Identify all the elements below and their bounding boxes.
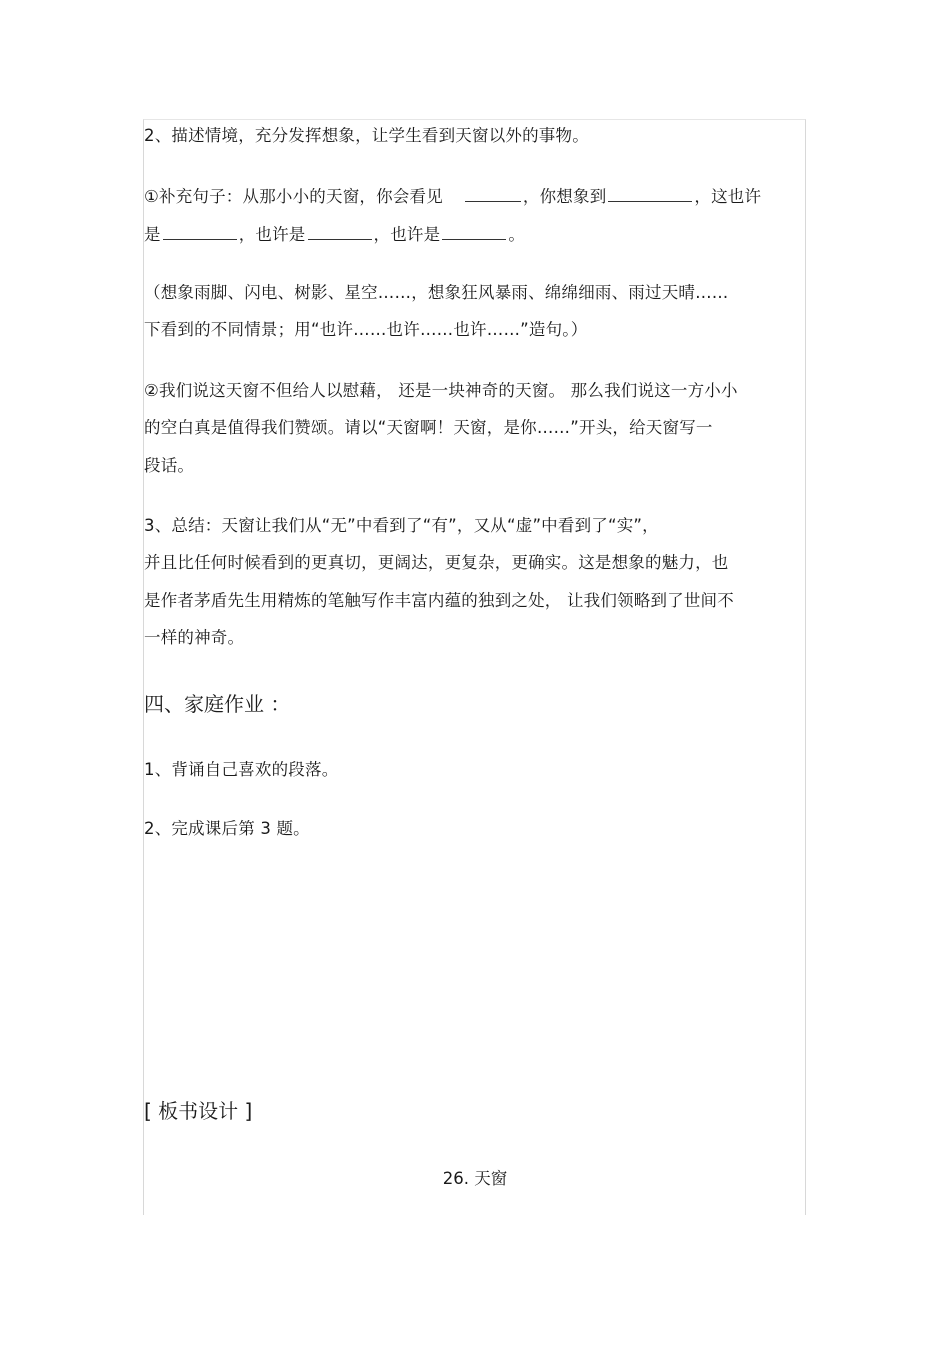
summary-line-3: 是作者茅盾先生用精炼的笔触写作丰富内蕴的独到之处， 让我们领略到了世间不 [144, 591, 734, 610]
summary-line-4: 一样的神奇。 [144, 628, 245, 647]
homework-heading: 四、家庭作业 ： [144, 692, 291, 716]
fill-text-maybe-3: ，也许是 [373, 225, 441, 244]
blank-maybe-3[interactable] [442, 223, 506, 240]
blank-maybe-2[interactable] [308, 223, 372, 240]
paragraph-2-line-1: ②我们说这天窗不但给人以慰藉， 还是一块神奇的天窗。 那么我们说这一方小小 [144, 381, 738, 400]
fill-text-is: 是 [144, 225, 161, 244]
homework-item-1: 1、背诵自己喜欢的段落。 [144, 760, 339, 779]
section-2-title: 2、描述情境，充分发挥想象，让学生看到天窗以外的事物。 [144, 126, 589, 145]
fill-in-sentence-line-1 [144, 185, 761, 208]
blank-imagine[interactable] [608, 185, 692, 202]
hint-line-1: （想象雨脚、闪电、树影、星空……，想象狂风暴雨、绵绵细雨、雨过天晴…… [144, 283, 729, 302]
hint-line-2: 下看到的不同情景；用“也许……也许……也许……”造句。） [144, 320, 588, 339]
paragraph-2-line-2: 的空白真是值得我们赞颂。请以“天窗啊！天窗，是你……”开头，给天窗写一 [144, 418, 713, 437]
blank-maybe-1[interactable] [163, 223, 237, 240]
board-design-heading: [ 板书设计 ] [144, 1099, 253, 1123]
fill-prompt-text: ①补充句子：从那小小的天窗，你会看见 [144, 187, 443, 206]
fill-text-maybe: ，这也许 [694, 187, 762, 206]
fill-in-sentence-line-2 [144, 223, 525, 246]
blank-see[interactable] [465, 185, 521, 202]
paragraph-2-line-3: 段话。 [144, 456, 195, 475]
summary-line-2: 并且比任何时候看到的更真切，更阔达，更复杂，更确实。这是想象的魅力，也 [144, 553, 729, 572]
summary-line-1: 3、总结：天窗让我们从“无”中看到了“有”，又从“虚”中看到了“实”， [144, 516, 659, 535]
homework-item-2: 2、完成课后第 3 题。 [144, 819, 310, 838]
fill-text-maybe-2: ，也许是 [238, 225, 306, 244]
fill-text-imagine: ，你想象到 [522, 187, 607, 206]
fill-text-end: 。 [508, 225, 526, 244]
lesson-title: 26. 天窗 [442, 1169, 508, 1188]
